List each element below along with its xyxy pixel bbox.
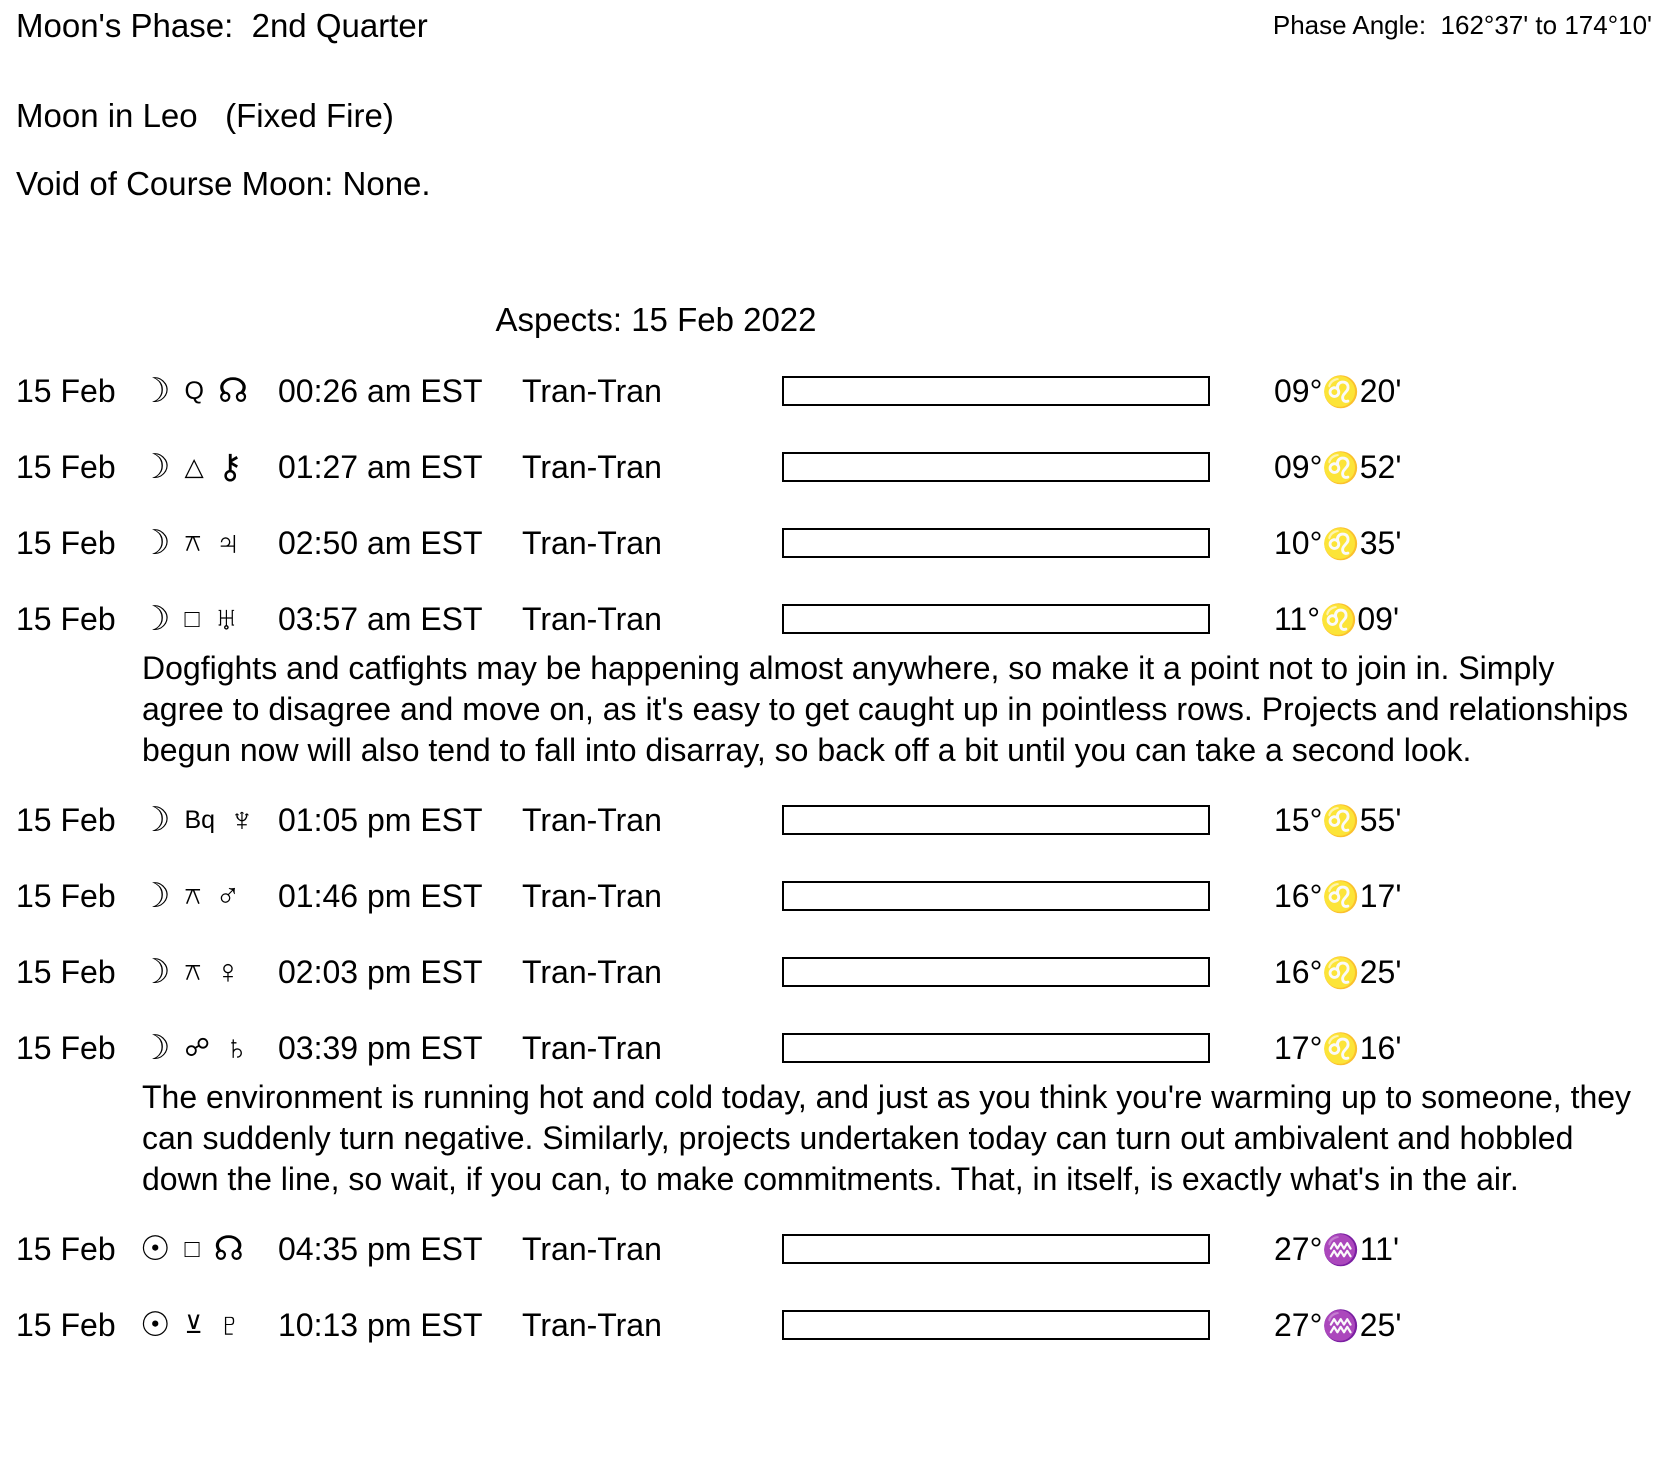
aspect-bar (782, 1310, 1222, 1340)
aspect-bar-track (782, 604, 1210, 634)
aspect-bar-track (782, 1310, 1210, 1340)
planet-icon: ♄ (223, 1029, 250, 1067)
aspect-symbol-icon: Q (184, 377, 204, 405)
aspect-date: 15 Feb (16, 877, 116, 914)
aspect-bar (782, 1033, 1222, 1063)
zodiac-sign-icon: ♌ (1322, 1032, 1360, 1066)
phase-angle-label: Phase Angle: 162°37' to 174°10' (1272, 10, 1652, 40)
aspect-type: Tran-Tran (522, 801, 662, 838)
aspect-bar (782, 452, 1222, 482)
aspect-date: 15 Feb (16, 1029, 116, 1066)
aspect-minutes: 09' (1357, 600, 1400, 637)
aspect-symbol-icon: Bq (184, 806, 216, 834)
aspect-degrees: 17° (1274, 1029, 1323, 1066)
aspect-symbol-icon: ⚻ (184, 882, 202, 910)
aspects-list (0, 366, 1672, 1350)
aspect-bar-track (782, 1234, 1210, 1264)
aspect-bar (782, 805, 1222, 835)
aspect-position (1222, 1231, 1399, 1268)
aspect-type: Tran-Tran (522, 372, 662, 409)
aspect-degrees: 09° (1274, 448, 1323, 485)
aspect-bar-track (782, 528, 1210, 558)
planet-icon: ♂ (215, 877, 241, 915)
aspect-type: Tran-Tran (522, 877, 662, 914)
aspect-time: 02:50 am EST (278, 524, 483, 561)
moon-icon: ☽ (140, 877, 171, 915)
aspect-row (16, 518, 1656, 568)
aspect-glyphs (140, 602, 278, 636)
aspect-glyphs (140, 1308, 278, 1342)
aspect-minutes: 20' (1359, 372, 1402, 409)
aspect-glyphs (140, 526, 278, 560)
aspects-title: Aspects: 15 Feb 2022 (495, 301, 817, 338)
planet-icon: ☊ (217, 372, 249, 410)
planet-icon: ♅ (213, 600, 240, 638)
aspect-row (16, 1023, 1656, 1073)
aspect-description: The environment is running hot and cold today, and just as you think you're warming up to someone, they can suddenly turn negative. Similarly, projects undertaken today can turn out ambivalent and hobbled down the line, so wait, if you can, to make commitments. That, in itself, is exactly what's in the air. (142, 1079, 1632, 1197)
moon-sign-label: Moon in Leo (Fixed Fire) (16, 97, 394, 134)
planet-icon: ♃ (215, 524, 241, 562)
moon-phase-label: Moon's Phase: 2nd Quarter (16, 7, 428, 44)
aspect-degrees: 10° (1274, 524, 1323, 561)
aspect-time: 01:27 am EST (278, 448, 483, 485)
aspect-bar-track (782, 881, 1210, 911)
aspect-degrees: 27° (1274, 1230, 1323, 1267)
aspect-type: Tran-Tran (522, 1230, 662, 1267)
aspect-minutes: 35' (1359, 524, 1402, 561)
aspect-glyphs (140, 374, 278, 408)
aspect-degrees: 11° (1274, 600, 1321, 637)
aspect-glyphs (140, 879, 278, 913)
zodiac-sign-icon: ♌ (1322, 880, 1360, 914)
aspect-time: 01:46 pm EST (278, 877, 483, 914)
aspect-bar-track (782, 452, 1210, 482)
aspect-description: Dogfights and catfights may be happening almost anywhere, so make it a point not to join in. Simply agree to disagree and move on, as it's easy to get caught up in pointless rows. Projects and relationships begun now will also tend to fall into disarray, so back off a bit until you can take a second look. (142, 650, 1629, 768)
aspect-minutes: 17' (1359, 877, 1402, 914)
aspect-bar (782, 881, 1222, 911)
aspect-position (1222, 601, 1399, 638)
aspect-type: Tran-Tran (522, 953, 662, 990)
aspect-minutes: 25' (1359, 953, 1402, 990)
planet-icon: ♆ (229, 801, 255, 839)
aspect-type: Tran-Tran (522, 524, 662, 561)
aspect-bar (782, 528, 1222, 558)
zodiac-sign-icon: ♒ (1322, 1309, 1360, 1343)
aspect-date: 15 Feb (16, 372, 116, 409)
moon-icon: ☽ (140, 448, 171, 486)
aspect-minutes: 25' (1359, 1306, 1402, 1343)
zodiac-sign-icon: ♌ (1322, 527, 1360, 561)
aspect-position (1222, 525, 1401, 562)
aspect-symbol-icon: ⚻ (184, 529, 202, 557)
sun-icon: ☉ (140, 1230, 171, 1268)
sun-icon: ☉ (140, 1306, 171, 1344)
aspect-date: 15 Feb (16, 524, 116, 561)
aspect-symbol-icon: △ (184, 453, 204, 481)
aspect-symbol-icon: ☍ (184, 1034, 210, 1062)
aspect-time: 01:05 pm EST (278, 801, 483, 838)
aspect-minutes: 11' (1359, 1230, 1400, 1267)
aspect-time: 03:57 am EST (278, 600, 483, 637)
zodiac-sign-icon: ♌ (1322, 956, 1360, 990)
aspect-minutes: 55' (1359, 801, 1402, 838)
aspect-date: 15 Feb (16, 801, 116, 838)
header-top-row (16, 6, 1656, 68)
aspect-symbol-icon: □ (184, 605, 200, 633)
aspect-time: 03:39 pm EST (278, 1029, 483, 1066)
aspect-degrees: 09° (1274, 372, 1323, 409)
report-header (0, 0, 1672, 204)
aspect-row (16, 795, 1656, 845)
aspect-row (16, 1300, 1656, 1350)
aspect-time: 02:03 pm EST (278, 953, 483, 990)
aspect-date: 15 Feb (16, 600, 116, 637)
zodiac-sign-icon: ♌ (1322, 375, 1360, 409)
aspect-row (16, 366, 1656, 416)
aspect-symbol-icon: ⊻ (184, 1311, 203, 1339)
aspect-time: 10:13 pm EST (278, 1306, 483, 1343)
aspect-glyphs (140, 955, 278, 989)
moon-icon: ☽ (140, 600, 171, 638)
aspect-date: 15 Feb (16, 1306, 116, 1343)
zodiac-sign-icon: ♌ (1320, 603, 1358, 637)
aspect-position (1222, 449, 1401, 486)
aspect-type: Tran-Tran (522, 600, 662, 637)
moon-icon: ☽ (140, 524, 171, 562)
aspect-type: Tran-Tran (522, 448, 662, 485)
aspect-type: Tran-Tran (522, 1306, 662, 1343)
zodiac-sign-icon: ♌ (1322, 451, 1360, 485)
aspect-degrees: 27° (1274, 1306, 1323, 1343)
aspect-bar-track (782, 957, 1210, 987)
aspect-degrees: 16° (1274, 877, 1323, 914)
aspect-glyphs (140, 450, 278, 484)
aspect-glyphs (140, 803, 278, 837)
aspect-bar (782, 1234, 1222, 1264)
aspect-position (1222, 802, 1401, 839)
moon-icon: ☽ (140, 801, 171, 839)
moon-icon: ☽ (140, 372, 171, 410)
aspect-type: Tran-Tran (522, 1029, 662, 1066)
aspect-position (1222, 373, 1401, 410)
aspect-row (16, 871, 1656, 921)
moon-icon: ☽ (140, 1029, 171, 1067)
aspect-degrees: 16° (1274, 953, 1323, 990)
aspect-row (16, 594, 1656, 644)
aspect-bar (782, 604, 1222, 634)
aspect-position (1222, 1030, 1401, 1067)
planet-icon: ☊ (213, 1230, 244, 1268)
aspect-bar (782, 957, 1222, 987)
aspect-row (16, 947, 1656, 997)
aspect-date: 15 Feb (16, 448, 116, 485)
aspect-row (16, 1224, 1656, 1274)
aspect-bar-track (782, 805, 1210, 835)
aspect-bar (782, 376, 1222, 406)
zodiac-sign-icon: ♒ (1322, 1233, 1360, 1267)
aspect-position (1222, 1307, 1401, 1344)
aspect-glyphs (140, 1031, 278, 1065)
aspect-degrees: 15° (1274, 801, 1323, 838)
aspect-bar-track (782, 376, 1210, 406)
aspect-date: 15 Feb (16, 1230, 116, 1267)
aspect-symbol-icon: ⚻ (184, 958, 202, 986)
aspect-bar-track (782, 1033, 1210, 1063)
aspect-time: 00:26 am EST (278, 372, 483, 409)
aspect-minutes: 16' (1359, 1029, 1402, 1066)
aspect-time: 04:35 pm EST (278, 1230, 483, 1267)
aspect-date: 15 Feb (16, 953, 116, 990)
planet-icon: ♇ (216, 1306, 243, 1344)
aspect-symbol-icon: □ (184, 1235, 200, 1263)
void-of-course-label: Void of Course Moon: None. (16, 165, 431, 202)
planet-icon: ♀ (215, 953, 241, 991)
aspect-minutes: 52' (1359, 448, 1402, 485)
aspect-position (1222, 878, 1401, 915)
aspect-position (1222, 954, 1401, 991)
aspect-glyphs (140, 1232, 278, 1266)
aspect-row (16, 442, 1656, 492)
moon-icon: ☽ (140, 953, 171, 991)
zodiac-sign-icon: ♌ (1322, 804, 1360, 838)
planet-icon: ⚷ (217, 448, 243, 486)
